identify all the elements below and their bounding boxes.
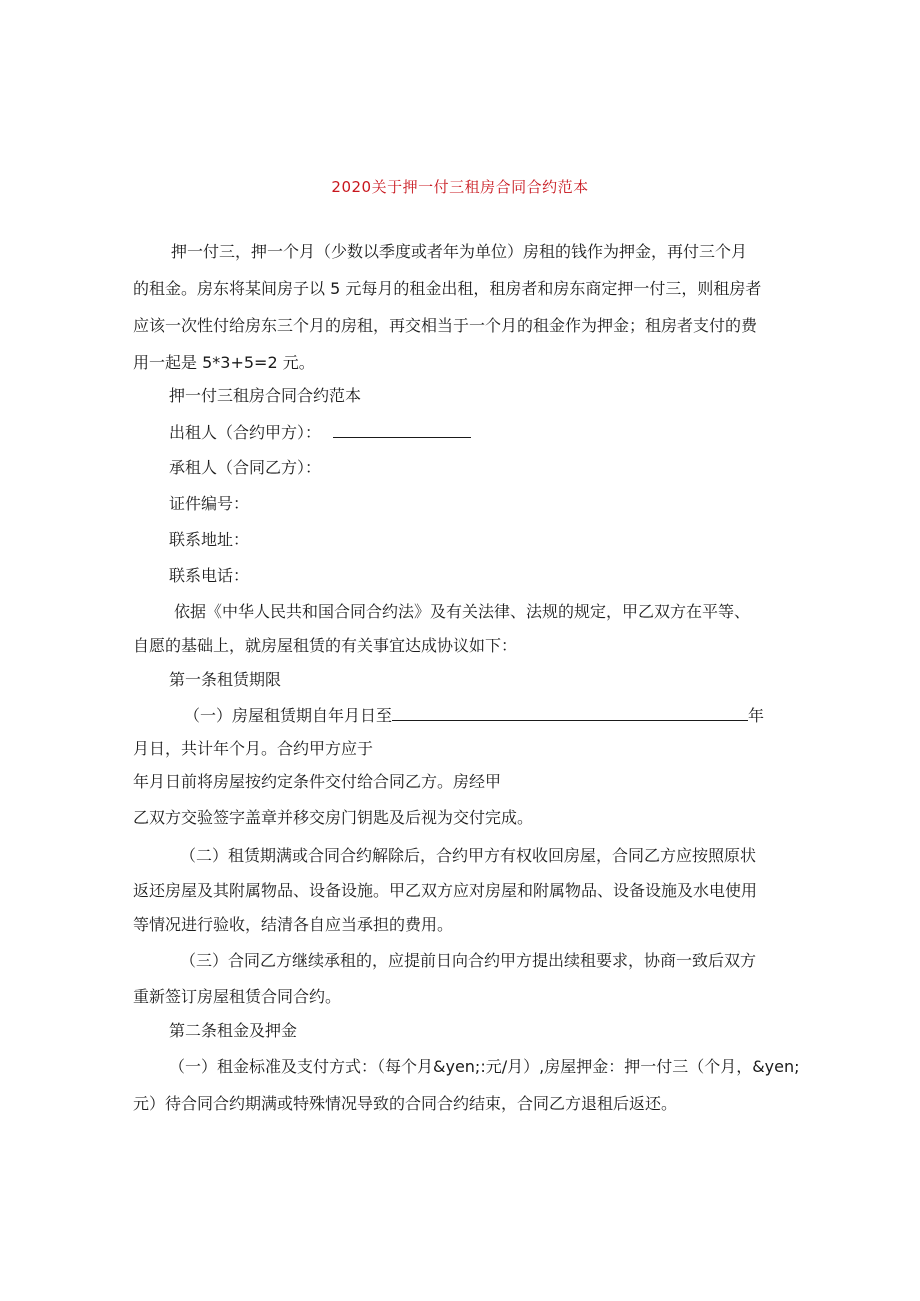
lessor-label: 出租人（合约甲方）：: [169, 423, 322, 442]
article1-heading: 第一条租赁期限: [169, 670, 282, 689]
article2-item1-line-2: 元）待合同合约期满或特殊情况导致的合同合约结束，合同乙方退租后返还。: [133, 1094, 678, 1113]
basis-line-1: 依据《中华人民共和国合同合约法》及有关法律、法规的规定，甲乙双方在平等、: [174, 602, 751, 621]
article1-item3-line-1: （三）合同乙方继续承租的，应提前日向合约甲方提出续租要求，协商一致后双方: [180, 951, 757, 970]
article1-item1-start: （一）房屋租赁期自年月日至: [184, 706, 393, 725]
lessee-label: 承租人（合同乙方）：: [169, 458, 322, 477]
document-title: 2020关于押一付三租房合同合约范本: [331, 178, 589, 196]
article1-item2-line-1: （二）租赁期满或合同合约解除后，合约甲方有权收回房屋，合同乙方应按照原状: [180, 846, 757, 865]
article1-item1-line-3: 年月日前将房屋按约定条件交付给合同乙方。房经甲: [133, 772, 502, 791]
article1-item1-line-2: 月日，共计年个月。合约甲方应于: [133, 739, 374, 758]
lease-period-blank-line: [392, 705, 748, 721]
phone-label: 联系电话：: [169, 566, 250, 585]
article1-item1-line-4: 乙双方交验签字盖章并移交房门钥匙及后视为交付完成。: [133, 808, 534, 827]
article2-heading: 第二条租金及押金: [169, 1021, 298, 1040]
article1-item2-line-3: 等情况进行验收，结清各自应当承担的费用。: [133, 915, 454, 934]
article2-item1-line-1: （一）租金标准及支付方式：（每个月&yen;:元/月）,房屋押金：押一付三（个月，&yen;: [169, 1057, 800, 1076]
article1-item1-end: 年: [748, 706, 765, 725]
article1-item2-line-2: 返还房屋及其附属物品、设备设施。甲乙双方应对房屋和附属物品、设备设施及水电使用: [133, 881, 758, 900]
article1-item1-row: [184, 705, 764, 726]
lessor-blank-line: [333, 422, 471, 438]
lessor-row: [169, 422, 471, 443]
id-number-label: 证件编号：: [169, 494, 250, 513]
intro-line-2: 的租金。房东将某间房子以 5 元每月的租金出租，租房者和房东商定押一付三，则租房者: [133, 279, 762, 298]
intro-line-3: 应该一次性付给房东三个月的房租，再交相当于一个月的租金作为押金；租房者支付的费: [133, 316, 758, 335]
intro-line-4: 用一起是 5*3+5=2 元。: [133, 353, 315, 372]
subtitle: 押一付三租房合同合约范本: [169, 386, 362, 405]
article1-item3-line-2: 重新签订房屋租赁合同合约。: [133, 987, 342, 1006]
basis-line-2: 自愿的基础上，就房屋租赁的有关事宜达成协议如下：: [133, 636, 518, 655]
address-label: 联系地址：: [169, 530, 250, 549]
intro-line-1: 押一付三，押一个月（少数以季度或者年为单位）房租的钱作为押金，再付三个月: [171, 242, 748, 261]
